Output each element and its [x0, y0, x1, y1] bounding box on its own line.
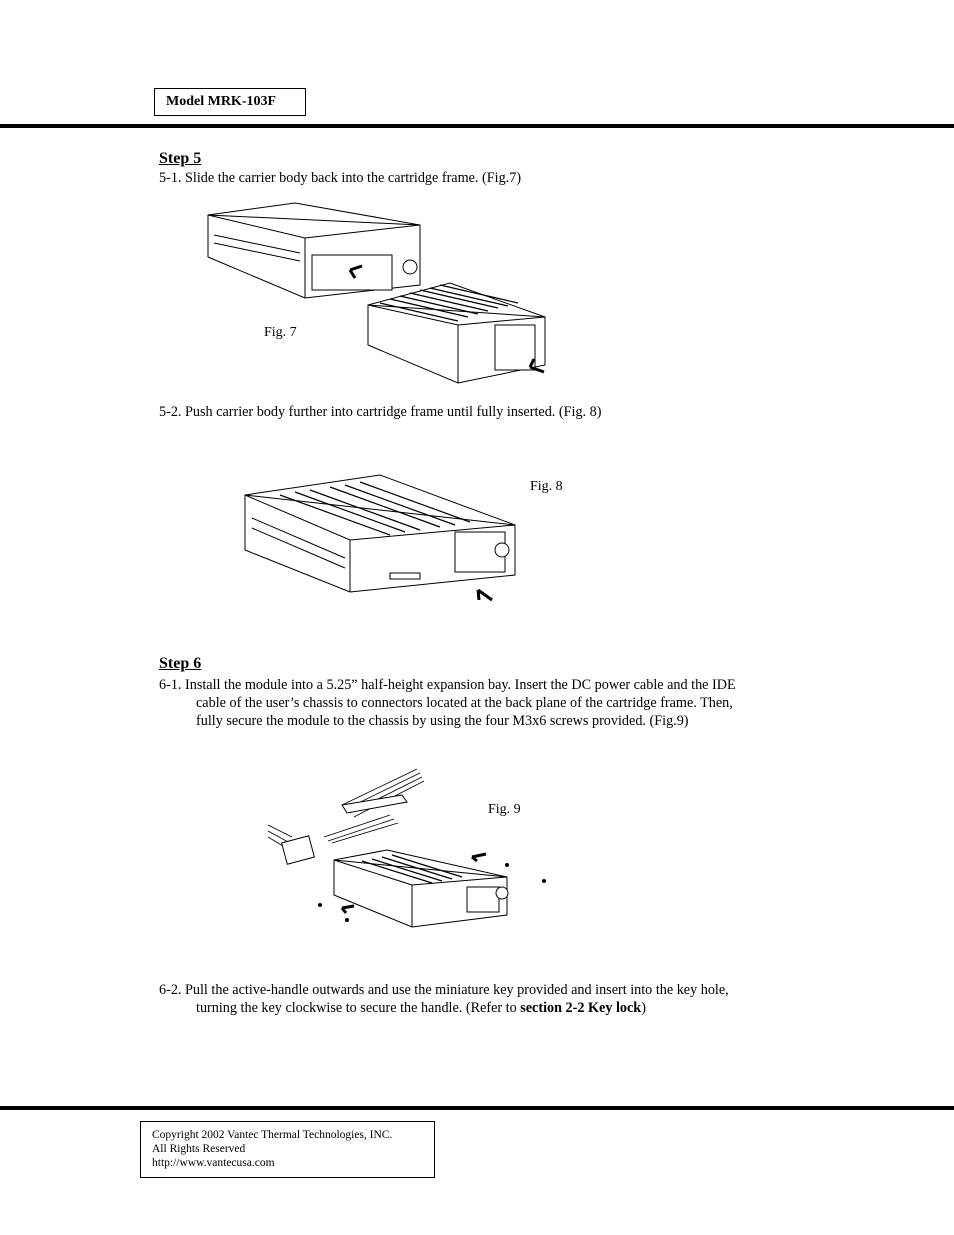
- step6-instruction-2: [159, 981, 819, 1017]
- step6-p2-line1: 6-2. Pull the active-handle outwards and use the miniature key provided and insert into the key hole,: [159, 982, 729, 998]
- section-reference: section 2-2 Key lock: [520, 1000, 642, 1016]
- step6-p1-line1: 6-1. Install the module into a 5.25” half-height expansion bay. Insert the DC power cable and the IDE: [159, 677, 736, 693]
- step6-p1-line2: cable of the user’s chassis to connectors located at the back plane of the cartridge frame. Then,: [196, 695, 733, 711]
- fig9-illustration: [262, 765, 552, 935]
- rights-line: All Rights Reserved: [152, 1143, 246, 1155]
- step5-instruction-1: 5-1. Slide the carrier body back into the cartridge frame. (Fig.7): [159, 170, 522, 186]
- step6-p2-line2: [159, 999, 819, 1017]
- step6-instruction-1: [159, 676, 819, 730]
- fig8-illustration: [240, 470, 530, 610]
- website-url: http://www.vantecusa.com: [152, 1157, 275, 1169]
- bottom-rule: [0, 1106, 954, 1110]
- step5-title: Step 5: [159, 150, 202, 167]
- step6-p2-text: turning the key clockwise to secure the handle. (Refer to: [196, 1000, 521, 1016]
- model-label: Model MRK-103F: [154, 88, 306, 116]
- step6-p2-close: ): [641, 1000, 646, 1016]
- fig7-illustration: [200, 195, 560, 385]
- copyright-line: Copyright 2002 Vantec Thermal Technologies, INC.: [152, 1129, 393, 1141]
- fig7-label: Fig. 7: [264, 325, 297, 340]
- step6-p1-line3: fully secure the module to the chassis by using the four M3x6 screws provided. (Fig.9): [196, 713, 689, 729]
- step5-instruction-2: 5-2. Push carrier body further into cartridge frame until fully inserted. (Fig. 8): [159, 404, 602, 420]
- step6-title: Step 6: [159, 655, 202, 672]
- fig8-label: Fig. 8: [530, 479, 563, 494]
- top-rule: [0, 124, 954, 128]
- copyright-box: [140, 1121, 435, 1178]
- fig9-label: Fig. 9: [488, 802, 521, 817]
